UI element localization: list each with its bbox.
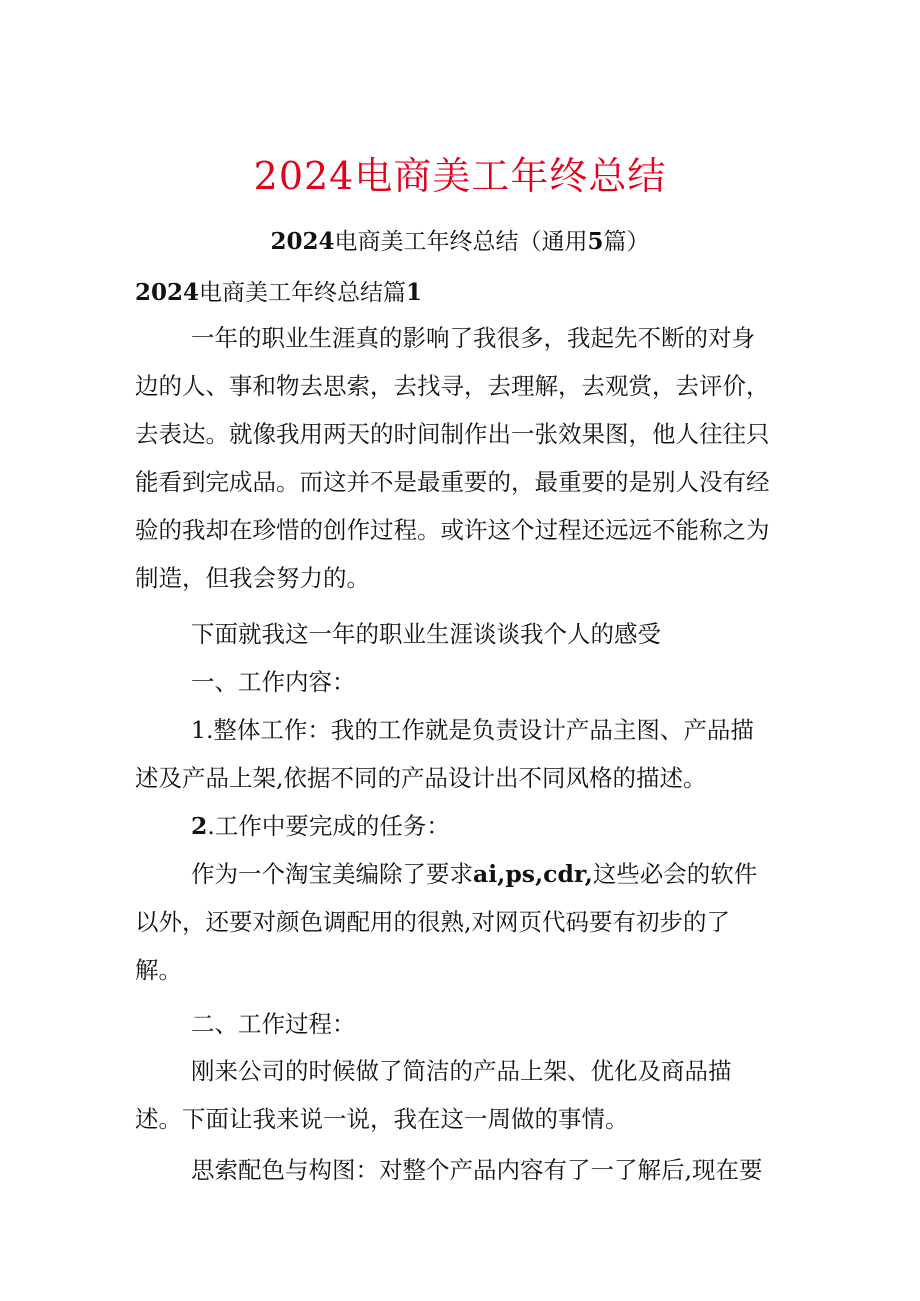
subtitle-count: 5 <box>587 228 604 255</box>
paragraph-line: 述及产品上架,依据不同的产品设计出不同风格的描述。 <box>135 764 707 792</box>
paragraph-line: 去表达。就像我用两天的时间制作出一张效果图，他人往往只 <box>135 420 770 448</box>
paragraph-feelings <box>135 610 810 658</box>
paragraph-process <box>135 1047 810 1143</box>
subtitle-text: 电商美工年终总结（通用 <box>334 229 588 255</box>
heading-work-process <box>135 1000 810 1048</box>
paragraph-intro <box>135 314 810 602</box>
paragraph-line <box>135 850 810 898</box>
paragraph-line: 解。 <box>135 956 182 984</box>
paragraph-line: 验的我却在珍惜的创作过程。或许这个过程还远远不能称之为 <box>135 516 770 544</box>
skills-software: ai,ps,cdr, <box>473 860 593 888</box>
paragraph-line: 下面就我这一年的职业生涯谈谈我个人的感受 <box>191 620 661 648</box>
paragraph-line: 边的人、事和物去思索，去找寻，去理解，去观赏，去评价， <box>135 372 770 400</box>
skills-text-tail: 这些必会的软件 <box>592 860 758 888</box>
paragraph-line: 思索配色与构图：对整个产品内容有了一了解后,现在要 <box>191 1156 763 1184</box>
item-tasks <box>135 802 810 850</box>
section-text: 电商美工年终总结篇 <box>199 280 407 306</box>
paragraph-line: 一年的职业生涯真的影响了我很多，我起先不断的对身 <box>191 324 755 352</box>
paragraph-color-composition <box>135 1146 810 1194</box>
paragraph-line <box>135 802 810 850</box>
document-subtitle <box>0 222 920 262</box>
heading-work-content <box>135 658 810 706</box>
paragraph-line: 刚来公司的时候做了简洁的产品上架、优化及商品描 <box>191 1057 732 1085</box>
document-title: 2024电商美工年终总结 <box>253 154 667 198</box>
paragraph-line: 述。下面让我来说一说，我在这一周做的事情。 <box>135 1105 629 1133</box>
item-number: 2 <box>191 812 208 840</box>
item-text: .工作中要完成的任务： <box>207 812 450 840</box>
item-overall-work <box>135 706 810 802</box>
subtitle-year: 2024 <box>270 228 335 255</box>
subheading: 二、工作过程： <box>191 1010 356 1038</box>
section-heading <box>135 273 422 313</box>
subheading: 一、工作内容： <box>191 668 356 696</box>
paragraph-line: 制造，但我会努力的。 <box>135 564 370 592</box>
section-year: 2024 <box>135 279 200 306</box>
subtitle-suffix: 篇） <box>603 229 650 255</box>
paragraph-line: 能看到完成品。而这并不是最重要的，最重要的是别人没有经 <box>135 468 770 496</box>
paragraph-line: 以外，还要对颜色调配用的很熟,对网页代码要有初步的了 <box>135 908 730 936</box>
section-number: 1 <box>406 279 423 306</box>
paragraph-skills <box>135 850 810 994</box>
paragraph-line: 1.整体工作：我的工作就是负责设计产品主图、产品描 <box>191 716 754 744</box>
skills-text: 作为一个淘宝美编除了要求 <box>191 860 473 888</box>
